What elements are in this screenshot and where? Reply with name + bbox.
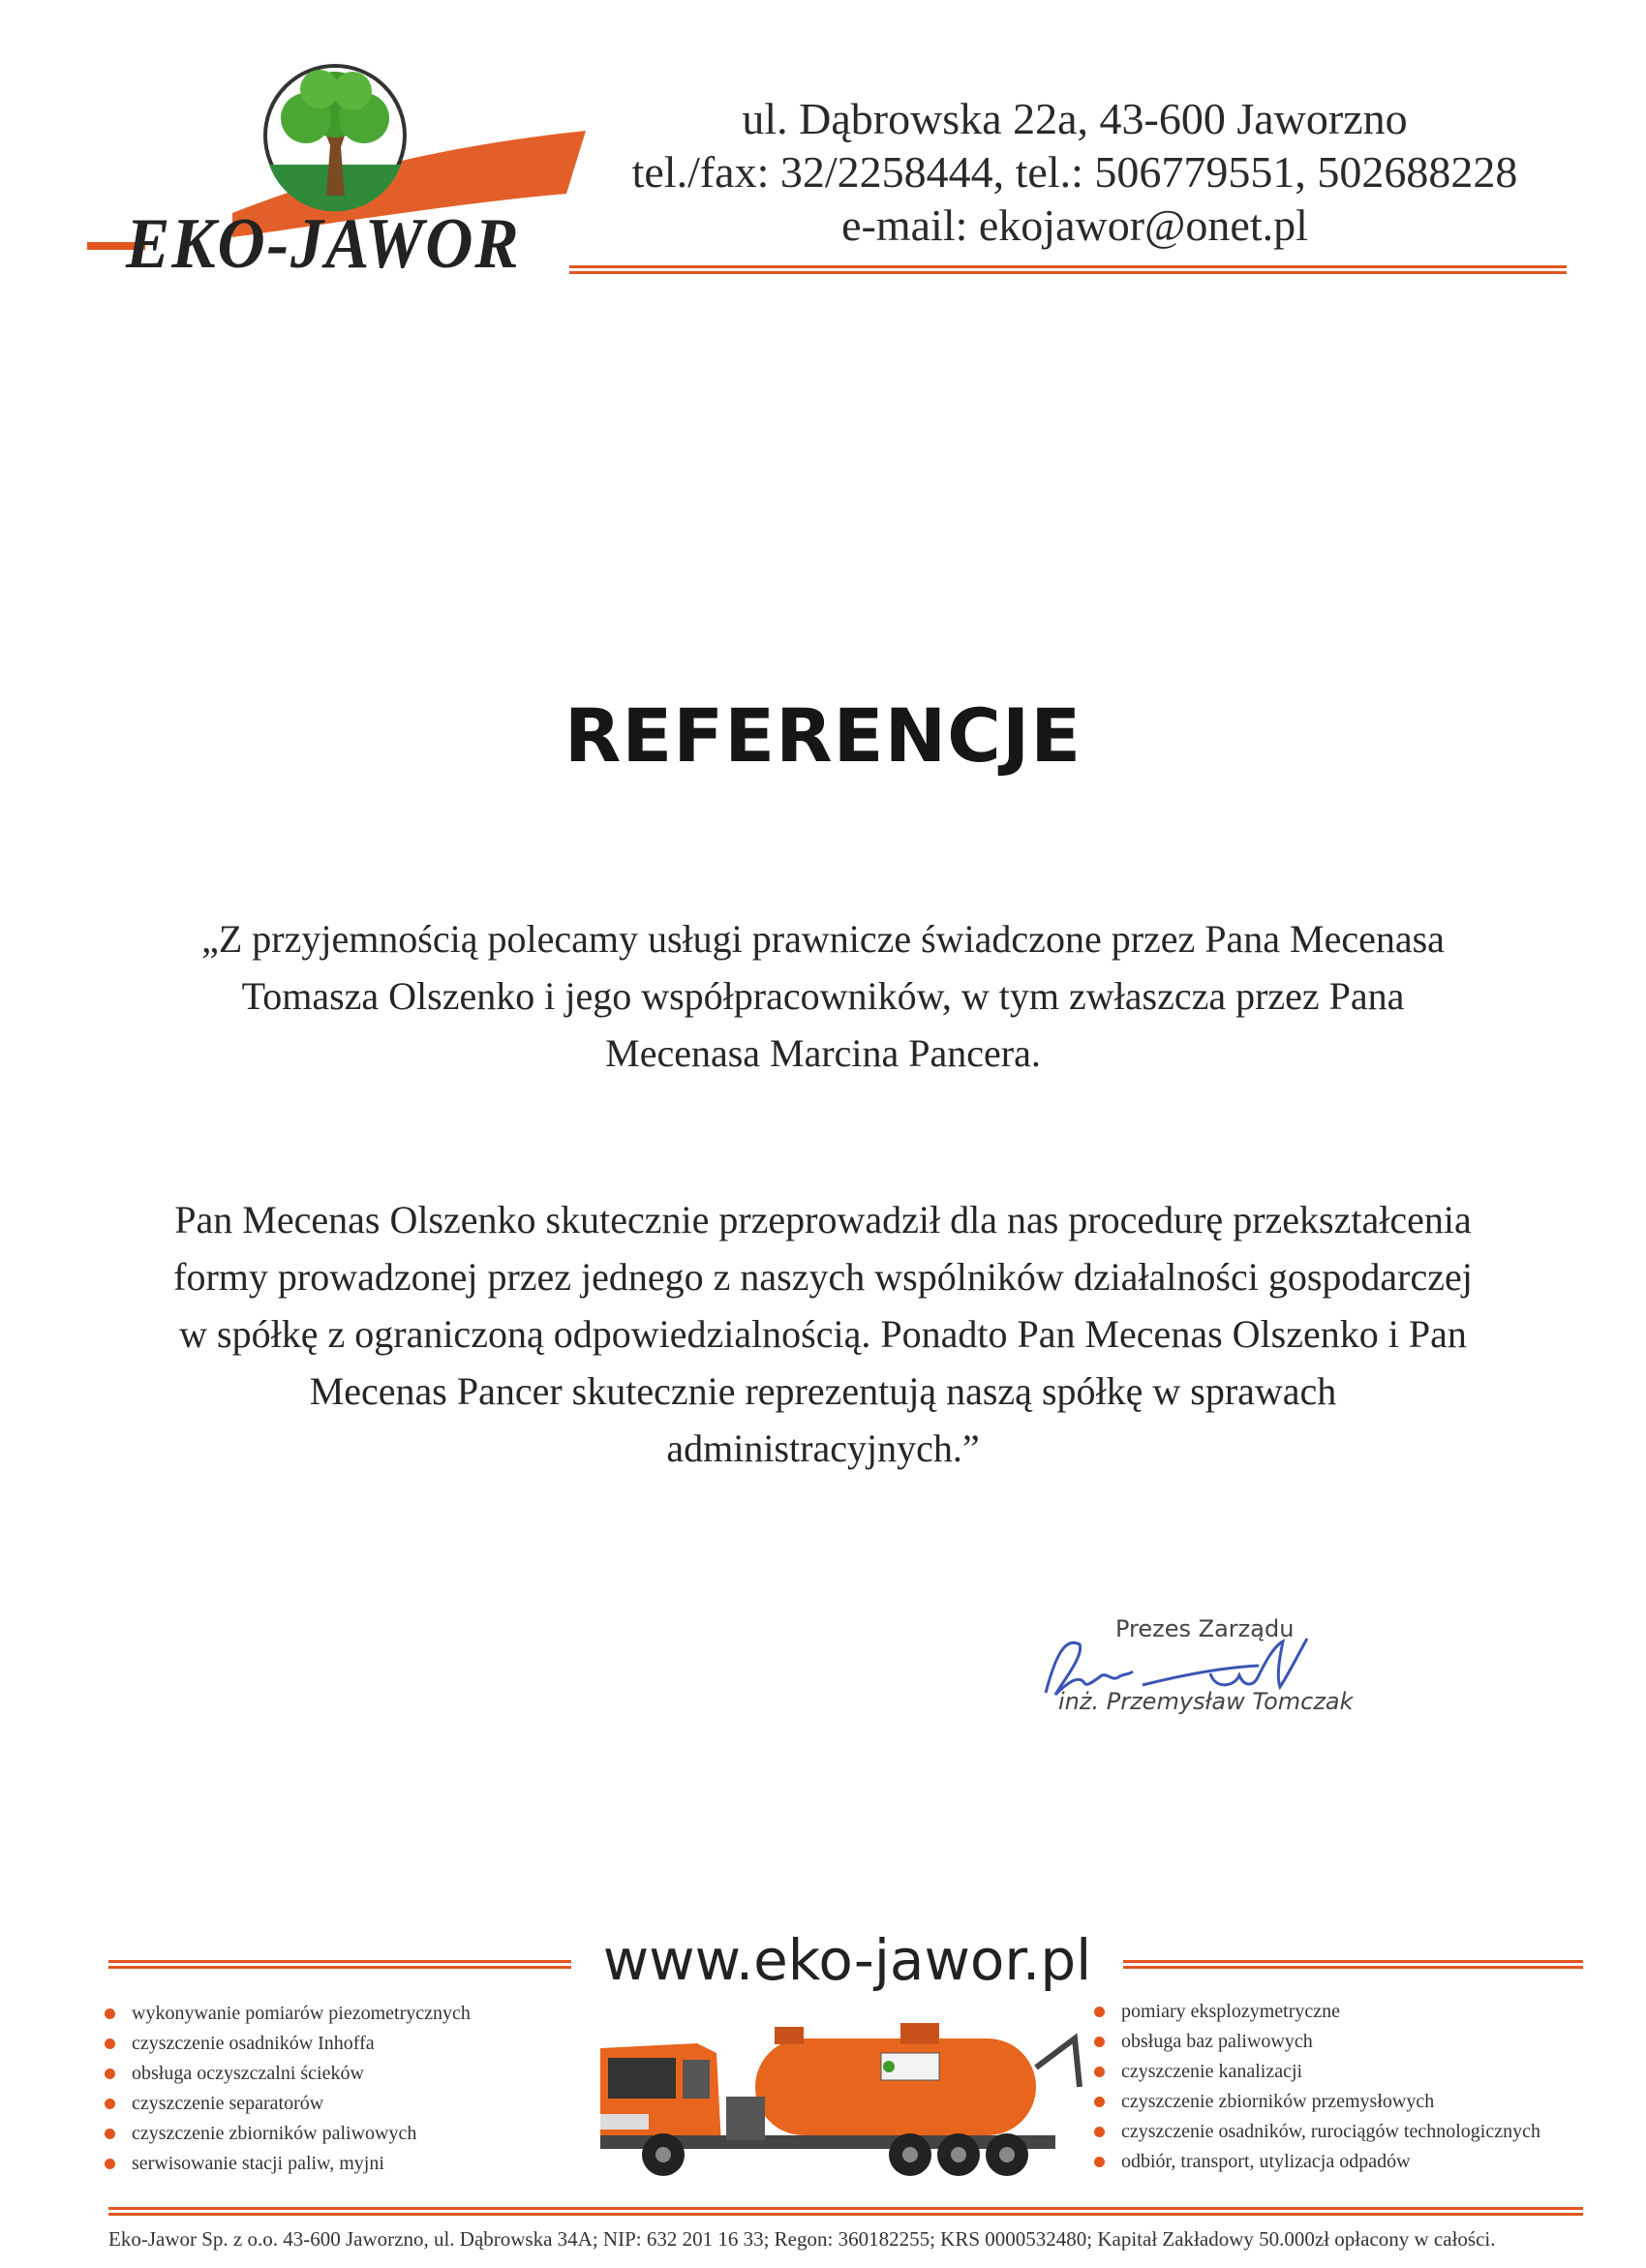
recommendation-paragraph [97,910,1549,1082]
service-label: czyszczenie osadników, rurociągów technologicznych [1121,2121,1540,2142]
list-item [105,2149,471,2179]
bullet-dot-icon [1094,2067,1105,2077]
contact-block [581,92,1569,252]
services-list-left [105,1999,471,2179]
service-label: pomiary eksplozymetryczne [1121,2001,1341,2022]
bullet-dot-icon [105,2008,115,2019]
email-line: e-mail: ekojawor@onet.pl [841,200,1308,250]
service-label: serwisowanie stacji paliw, myjni [132,2153,384,2174]
bullet-dot-icon [1094,2097,1105,2107]
service-label: obsługa oczyszczalni ścieków [132,2063,364,2084]
address-line: ul. Dąbrowska 22a, 43-600 Jaworzno [742,94,1408,143]
logo-wordmark: EKO-JAWOR [126,204,521,284]
service-label: czyszczenie osadników Inhoffa [132,2033,375,2054]
text-line: formy prowadzonej przez jednego z naszych wspólników działalności gospodarczej [173,1255,1473,1299]
list-item [1094,2057,1540,2087]
list-item [105,2119,471,2149]
service-label: czyszczenie zbiorników przemysłowych [1121,2091,1435,2112]
signature-role: Prezes Zarządu [1115,1615,1295,1642]
text-line: Mecenas Pancer skutecznie reprezentują naszą spółkę w sprawach [309,1369,1337,1413]
text-line: Mecenasa Marcina Pancera. [605,1031,1041,1075]
website-link[interactable]: www.eko-jawor.pl [602,1927,1092,1993]
list-item [1094,2117,1540,2147]
service-label: odbiór, transport, utylizacja odpadów [1121,2151,1411,2172]
bullet-dot-icon [105,2069,115,2079]
list-item [105,2029,471,2059]
truck-icon [591,2000,1094,2193]
list-item [105,1999,471,2029]
bullet-dot-icon [1094,2037,1105,2047]
footer-divider-left [108,1958,571,1972]
service-label: czyszczenie zbiorników paliwowych [132,2123,417,2144]
footer-bottom-divider [108,2206,1583,2218]
bullet-dot-icon [105,2129,115,2139]
phone-line: tel./fax: 32/2258444, tel.: 506779551, 502688228 [631,147,1518,197]
text-line: Tomasza Olszenko i jego współpracowników, w tym zwłaszcza przez Pana [241,974,1405,1018]
text-line: Pan Mecenas Olszenko skutecznie przeprowadził dla nas procedurę przekształcenia [174,1198,1472,1241]
list-item [105,2089,471,2119]
list-item [1094,1997,1540,2027]
list-item [1094,2087,1540,2117]
footer-divider-right [1123,1958,1583,1972]
service-label: czyszczenie kanalizacji [1121,2061,1303,2082]
details-paragraph [97,1191,1549,1477]
services-list-right [1094,1997,1540,2177]
bullet-dot-icon [105,2099,115,2109]
list-item [1094,2027,1540,2057]
bullet-dot-icon [1094,2127,1105,2137]
bullet-dot-icon [1094,2007,1105,2017]
list-item [1094,2147,1540,2177]
header-divider [569,263,1567,277]
page-title: REFERENCJE [564,692,1082,779]
service-label: wykonywanie pomiarów piezometrycznych [132,2003,471,2024]
service-label: obsługa baz paliwowych [1121,2031,1313,2052]
company-registration-info: Eko-Jawor Sp. z o.o. 43-600 Jaworzno, ul. Dąbrowska 34A; NIP: 632 201 16 33; Regon: 360182255; KRS 0000532480; Kapitał Zakładowy 50.000zł opłacony w całości. [108,2227,1496,2251]
text-line: „Z przyjemnością polecamy usługi prawnicze świadczone przez Pana Mecenasa [201,917,1445,961]
list-item [105,2059,471,2089]
text-line: administracyjnych.” [666,1426,980,1470]
signature-name: inż. Przemysław Tomczak [1058,1688,1354,1715]
service-label: czyszczenie separatorów [132,2093,324,2114]
bullet-dot-icon [105,2159,115,2169]
text-line: w spółkę z ograniczoną odpowiedzialnością. Ponadto Pan Mecenas Olszenko i Pan [179,1312,1467,1356]
bullet-dot-icon [1094,2157,1105,2167]
bullet-dot-icon [105,2038,115,2049]
